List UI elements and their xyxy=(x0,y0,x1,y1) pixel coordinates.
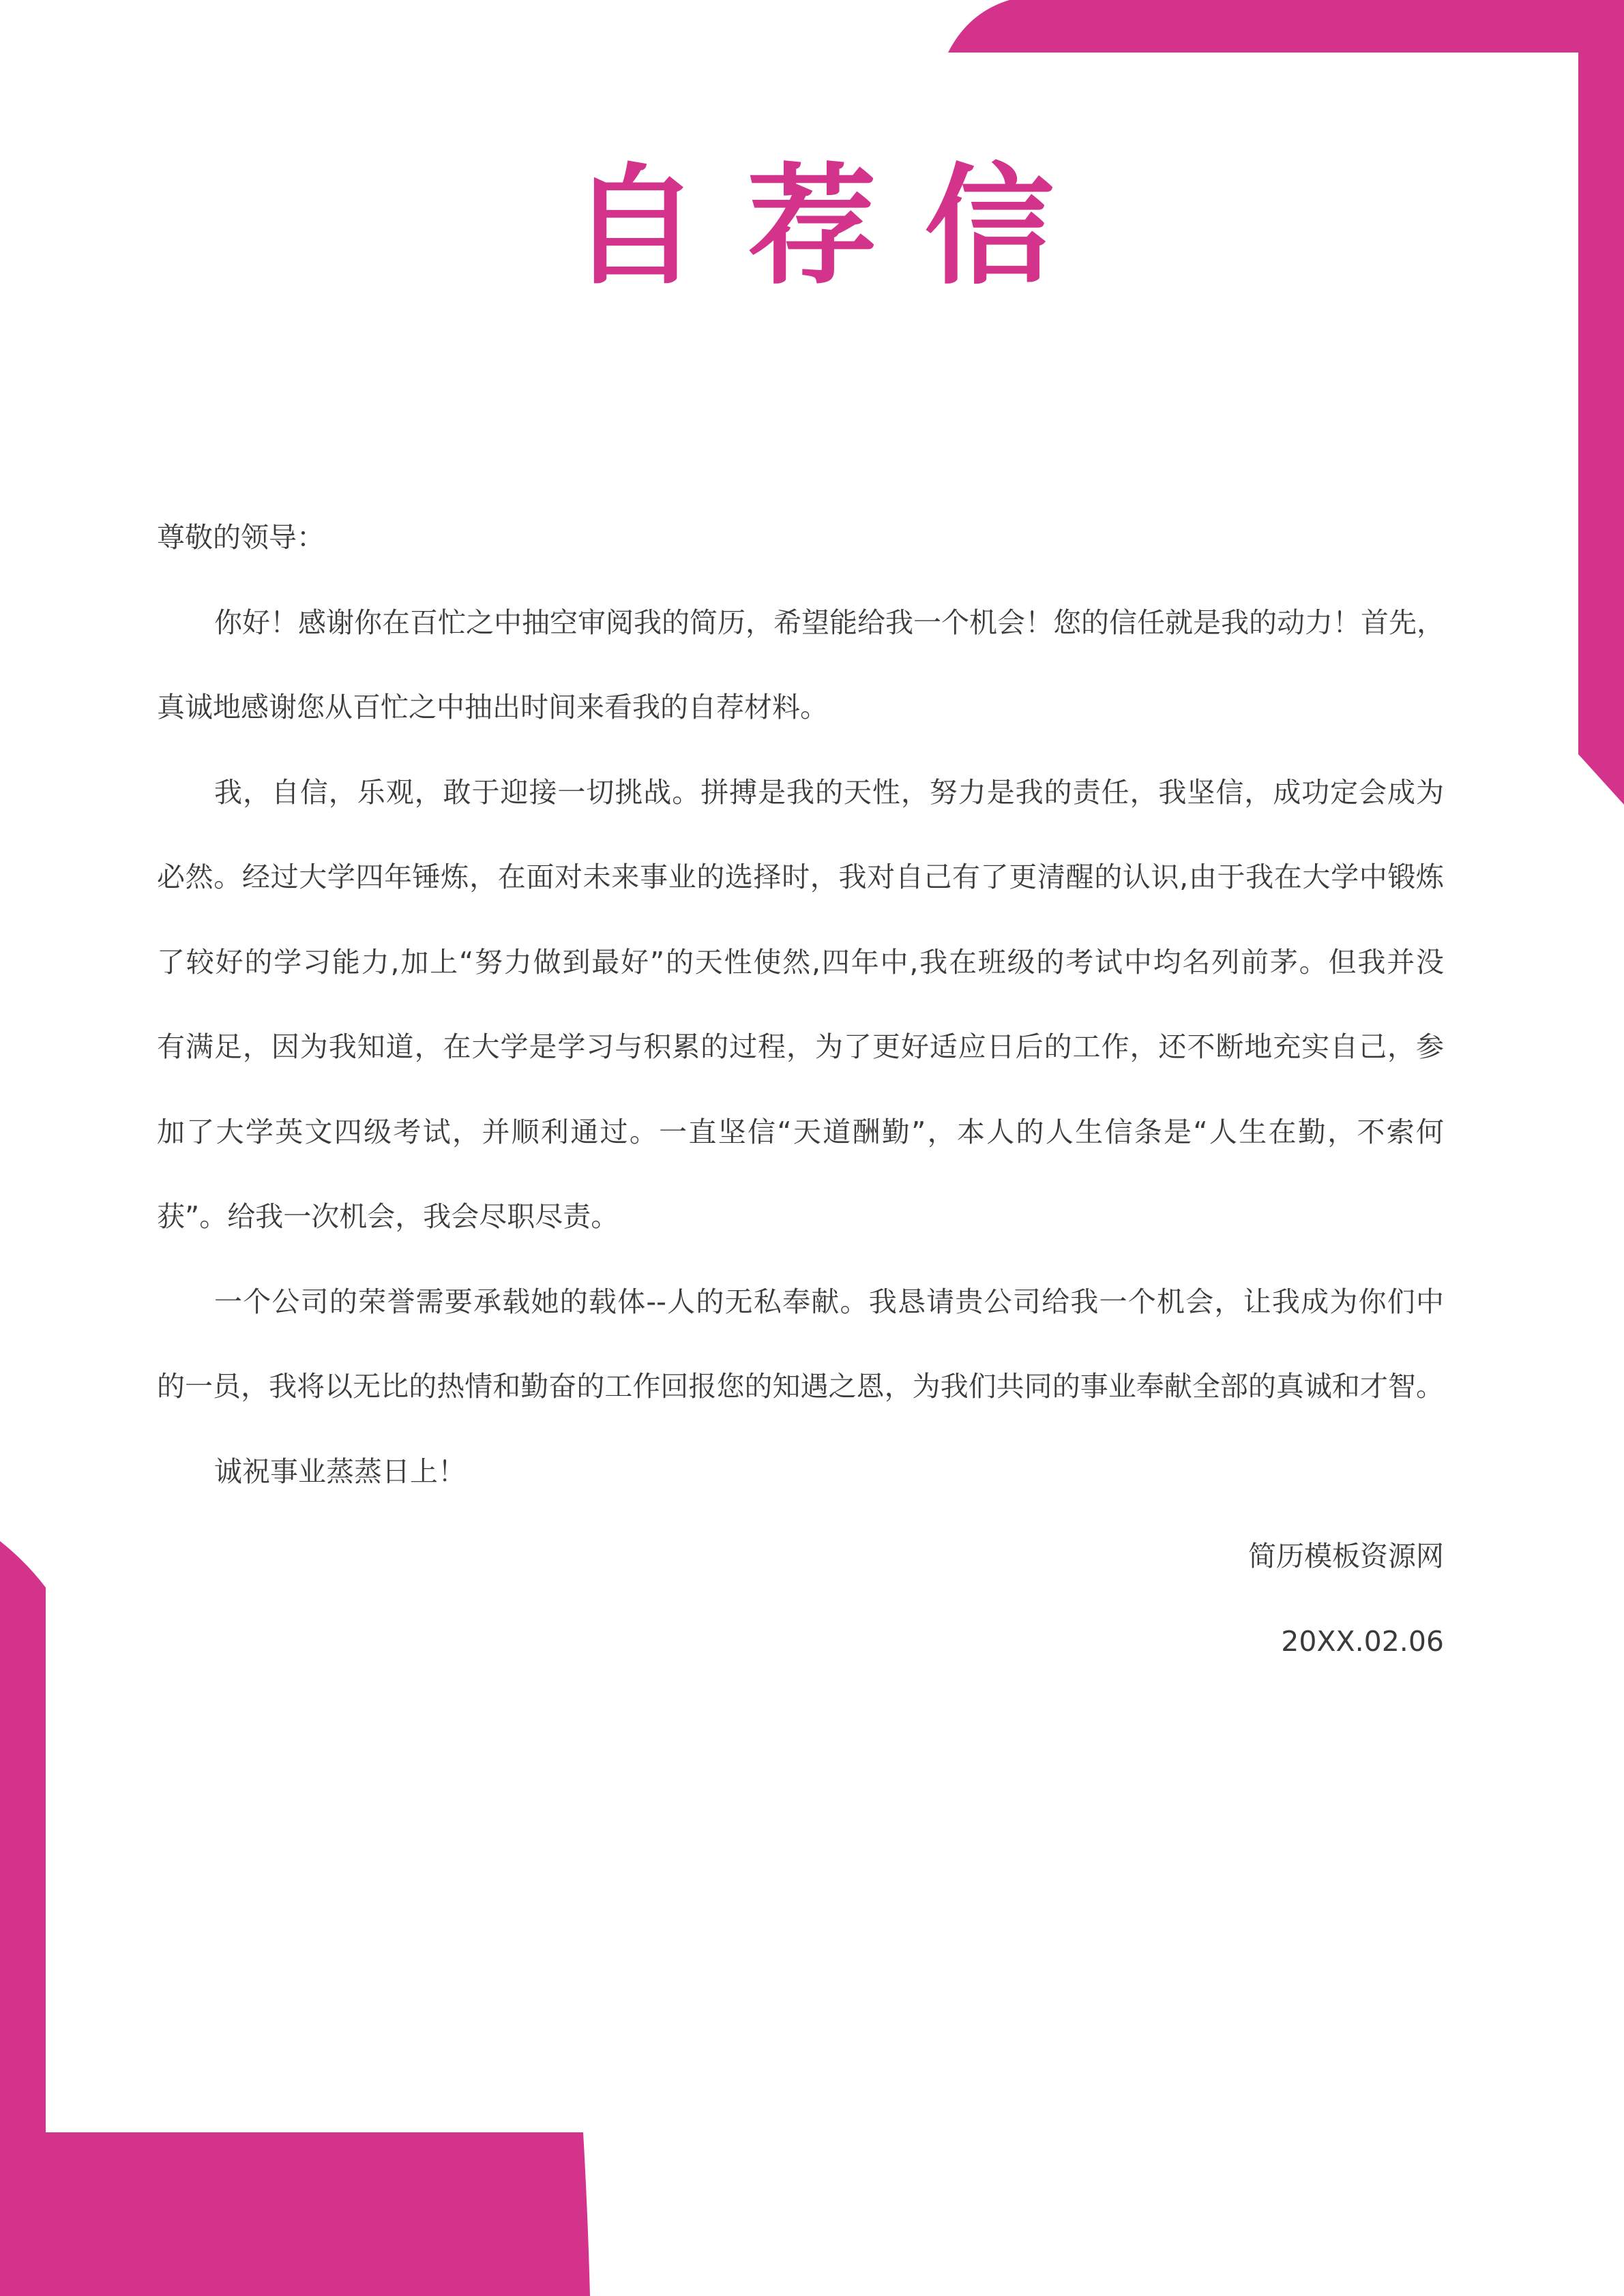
paragraph-line: 我，自信，乐观，敢于迎接一切挑战。拼搏是我的天性，努力是我的责任，我坚信，成功定会成为 xyxy=(214,775,1444,809)
date: 20XX.02.06 xyxy=(1281,1624,1444,1658)
paragraph-line: 了较好的学习能力,加上“努力做到最好”的天性使然,四年中,我在班级的考试中均名列前茅。但我并没 xyxy=(157,945,1444,979)
paragraph-line: 真诚地感谢您从百忙之中抽出时间来看我的自荐材料。 xyxy=(157,691,828,724)
paragraph-line: 加了大学英文四级考试，并顺利通过。一直坚信“天道酬勤”，本人的人生信条是“人生在勤，不索何 xyxy=(157,1115,1444,1148)
paragraph-line: 一个公司的荣誉需要承载她的载体--人的无私奉献。我恳请贵公司给我一个机会，让我成为你们中 xyxy=(214,1285,1444,1318)
salutation: 尊敬的领导： xyxy=(157,521,325,554)
signature: 简历模板资源网 xyxy=(1248,1540,1444,1572)
paragraph-line: 获”。给我一次机会，我会尽职尽责。 xyxy=(157,1200,619,1233)
page-title: 自荐信 xyxy=(570,151,1102,302)
paragraph-line: 你好！感谢你在百忙之中抽空审阅我的简历，希望能给我一个机会！您的信任就是我的动力！首先， xyxy=(214,606,1445,639)
paragraph-line: 的一员，我将以无比的热情和勤奋的工作回报您的知遇之恩，为我们共同的事业奉献全部的真诚和才智。 xyxy=(157,1370,1444,1403)
paragraph-line: 有满足，因为我知道，在大学是学习与积累的过程，为了更好适应日后的工作，还不断地充实自己，参 xyxy=(157,1030,1444,1063)
closing-wish: 诚祝事业蒸蒸日上！ xyxy=(214,1455,466,1488)
letter-body xyxy=(157,495,1444,1684)
paragraph-line: 必然。经过大学四年锤炼，在面对未来事业的选择时，我对自己有了更清醒的认识,由于我在大学中锻炼 xyxy=(157,861,1444,893)
